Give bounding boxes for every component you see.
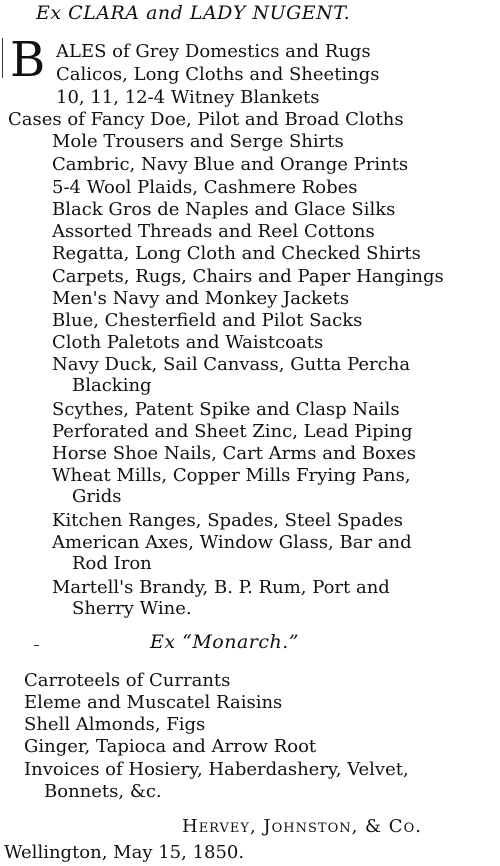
- dash-mark: [34, 645, 39, 646]
- item-line: Perforated and Sheet Zinc, Lead Piping: [52, 421, 413, 442]
- left-rule: [2, 38, 3, 78]
- item-line: American Axes, Window Glass, Bar and: [52, 532, 412, 553]
- item-line: Cambric, Navy Blue and Orange Prints: [52, 154, 409, 175]
- item-line: Rod Iron: [72, 553, 152, 574]
- item-line: Grids: [72, 486, 122, 507]
- item-line: Shell Almonds, Figs: [24, 714, 206, 735]
- item-line: Black Gros de Naples and Glace Silks: [52, 199, 396, 220]
- item-line: Carroteels of Currants: [24, 670, 231, 691]
- item-line: Assorted Threads and Reel Cottons: [52, 221, 375, 242]
- item-line: Navy Duck, Sail Canvass, Gutta Percha: [52, 354, 411, 375]
- item-line: Cloth Paletots and Waistcoats: [52, 332, 324, 353]
- item-line: Blacking: [72, 375, 152, 396]
- item-line: Invoices of Hosiery, Haberdashery, Velvet,: [24, 759, 409, 780]
- item-line: Horse Shoe Nails, Cart Arms and Boxes: [52, 443, 416, 464]
- item-line: Sherry Wine.: [72, 598, 192, 619]
- item-line: Blue, Chesterfield and Pilot Sacks: [52, 310, 363, 331]
- item-line: Calicos, Long Cloths and Sheetings: [56, 64, 380, 85]
- merchant-signature: Hervey, Johnston, & Co.: [182, 816, 422, 837]
- item-line: Kitchen Ranges, Spades, Steel Spades: [52, 510, 404, 531]
- item-line: Wheat Mills, Copper Mills Frying Pans,: [52, 465, 411, 486]
- item-line: Eleme and Muscatel Raisins: [24, 692, 283, 713]
- drop-cap: B: [10, 32, 46, 88]
- item-line: ALES of Grey Domestics and Rugs: [56, 41, 371, 62]
- item-line: Cases of Fancy Doe, Pilot and Broad Cloths: [8, 109, 404, 130]
- item-line: Scythes, Patent Spike and Clasp Nails: [52, 399, 400, 420]
- item-line: 10, 11, 12-4 Witney Blankets: [56, 87, 320, 108]
- item-line: Men's Navy and Monkey Jackets: [52, 288, 350, 309]
- item-line: Mole Trousers and Serge Shirts: [52, 131, 344, 152]
- heading-ship-names: Ex CLARA and LADY NUGENT.: [36, 2, 351, 24]
- item-line: Regatta, Long Cloth and Checked Shirts: [52, 243, 421, 264]
- heading-monarch: Ex “Monarch.”: [150, 631, 300, 653]
- item-line: Martell's Brandy, B. P. Rum, Port and: [52, 577, 390, 598]
- item-line: Ginger, Tapioca and Arrow Root: [24, 736, 317, 757]
- item-line: Bonnets, &c.: [44, 781, 162, 802]
- dateline: Wellington, May 15, 1850.: [4, 842, 245, 863]
- item-line: Carpets, Rugs, Chairs and Paper Hangings: [52, 266, 444, 287]
- item-line: 5-4 Wool Plaids, Cashmere Robes: [52, 177, 358, 198]
